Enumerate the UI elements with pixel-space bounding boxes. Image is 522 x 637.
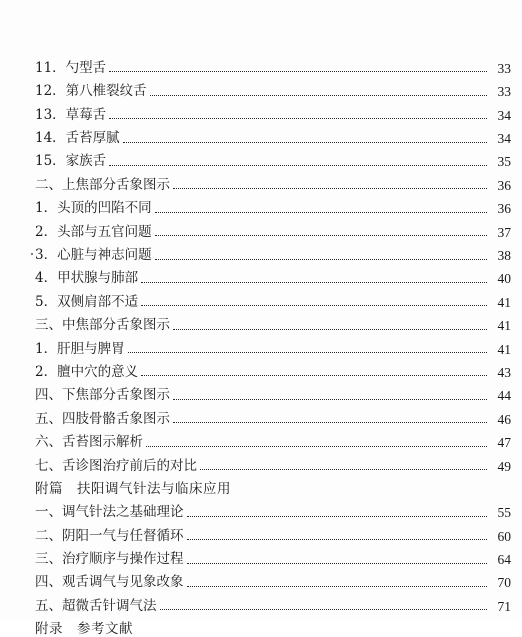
toc-entry-page-number: 64 [497,552,511,568]
toc-entry-label: 附篇 扶阳调气针法与临床应用 [35,480,231,497]
toc-entry[interactable] [35,520,511,543]
toc-entry[interactable] [35,450,511,473]
toc-entry-page-number: 34 [497,107,511,123]
toc-entry[interactable] [35,473,511,496]
toc-entry[interactable] [35,309,511,332]
toc-entry[interactable] [35,75,511,98]
toc-entry[interactable] [35,379,511,402]
scan-speck [31,253,33,255]
dot-leader [173,188,487,189]
toc-entry-page-number: 41 [497,318,511,334]
toc-entry-page-number: 41 [497,294,511,310]
toc-entry-label: 4．甲状腺与肺部 [35,270,139,287]
dot-leader [160,609,488,610]
dot-leader [141,375,487,376]
dot-leader [155,235,487,236]
dot-leader [187,563,488,564]
toc-entry[interactable] [35,52,511,75]
dot-leader [109,165,487,166]
toc-entry[interactable] [35,192,511,215]
dot-leader [146,446,487,447]
toc-entry[interactable] [35,122,511,145]
toc-entry-page-number: 33 [497,60,511,76]
toc-entry-label: 2．头部与五官问题 [35,223,152,240]
toc-entry[interactable] [35,403,511,426]
toc-entry-label: 1．肝胆与脾胃 [35,340,125,357]
dot-leader [155,259,487,260]
toc-entry[interactable] [35,356,511,379]
dot-leader [128,352,487,353]
toc-entry-label: 15．家族舌 [35,153,107,170]
toc-entry-page-number: 33 [497,84,511,100]
toc-entry-label: 五、四肢骨骼舌象图示 [35,410,170,427]
toc-entry-page-number: 44 [497,388,511,404]
toc-entry-page-number: 38 [497,248,511,264]
toc-entry-page-number: 36 [497,201,511,217]
toc-entry-page-number: 55 [497,505,511,521]
toc-entry-label: 1．头顶的凹陷不同 [35,200,152,217]
toc-entry[interactable] [35,216,511,239]
table-of-contents [35,52,511,637]
toc-entry-label: 三、治疗顺序与操作过程 [35,551,184,568]
dot-leader [173,399,487,400]
toc-entry[interactable] [35,99,511,122]
toc-entry-page-number: 35 [497,154,511,170]
toc-entry[interactable] [35,263,511,286]
toc-entry-label: 14．舌苔厚腻 [35,130,120,147]
dot-leader [187,539,488,540]
toc-entry-label: 七、舌诊图治疗前后的对比 [35,457,197,474]
dot-leader [109,71,487,72]
toc-entry-page-number: 71 [497,598,511,614]
toc-entry-label: 四、观舌调气与见象改象 [35,574,184,591]
dot-leader [150,95,487,96]
toc-entry[interactable] [35,590,511,613]
toc-entry-page-number: 43 [497,364,511,380]
toc-entry-page-number: 37 [497,224,511,240]
dot-leader [123,142,487,143]
toc-entry-label: 12．第八椎裂纹舌 [35,83,147,100]
dot-leader [109,118,487,119]
dot-leader [173,329,487,330]
dot-leader [187,586,488,587]
toc-entry[interactable] [35,169,511,192]
toc-entry-label: 5．双侧肩部不适 [35,293,139,310]
toc-entry-page-number: 41 [497,341,511,357]
toc-entry-page-number: 47 [497,435,511,451]
toc-entry[interactable] [35,333,511,356]
dot-leader [141,305,487,306]
toc-entry-label: 13．草莓舌 [35,106,107,123]
dot-leader [141,282,487,283]
toc-entry-label: 四、下焦部分舌象图示 [35,387,170,404]
dot-leader [187,516,488,517]
toc-entry[interactable] [35,426,511,449]
toc-entry-label: 一、调气针法之基础理论 [35,504,184,521]
dot-leader [155,212,487,213]
dot-leader [200,469,487,470]
toc-entry-label: 二、阴阳一气与任督循环 [35,527,184,544]
toc-entry[interactable] [35,146,511,169]
toc-entry[interactable] [35,543,511,566]
toc-entry-page-number: 46 [497,411,511,427]
toc-entry-label: 11．勺型舌 [35,59,107,76]
toc-entry-page-number: 70 [497,575,511,591]
toc-entry-label: 三、中焦部分舌象图示 [35,317,170,334]
toc-entry-label: 附录 参考文献 [35,621,133,637]
toc-entry-label: 2．膻中穴的意义 [35,363,139,380]
toc-entry-page-number: 36 [497,177,511,193]
toc-entry-page-number: 34 [497,131,511,147]
toc-entry[interactable] [35,286,511,309]
toc-entry[interactable] [35,613,511,636]
toc-entry-label: 3．心脏与神志问题 [35,247,152,264]
toc-entry-page-number: 60 [497,528,511,544]
toc-entry-page-number: 40 [497,271,511,287]
toc-entry-label: 五、超微舌针调气法 [35,597,157,614]
toc-entry-page-number: 49 [497,458,511,474]
dot-leader [173,422,487,423]
toc-entry[interactable] [35,567,511,590]
toc-entry-label: 六、舌苔图示解析 [35,434,143,451]
toc-entry[interactable] [35,239,511,262]
toc-entry[interactable] [35,496,511,519]
toc-entry-label: 二、上焦部分舌象图示 [35,176,170,193]
